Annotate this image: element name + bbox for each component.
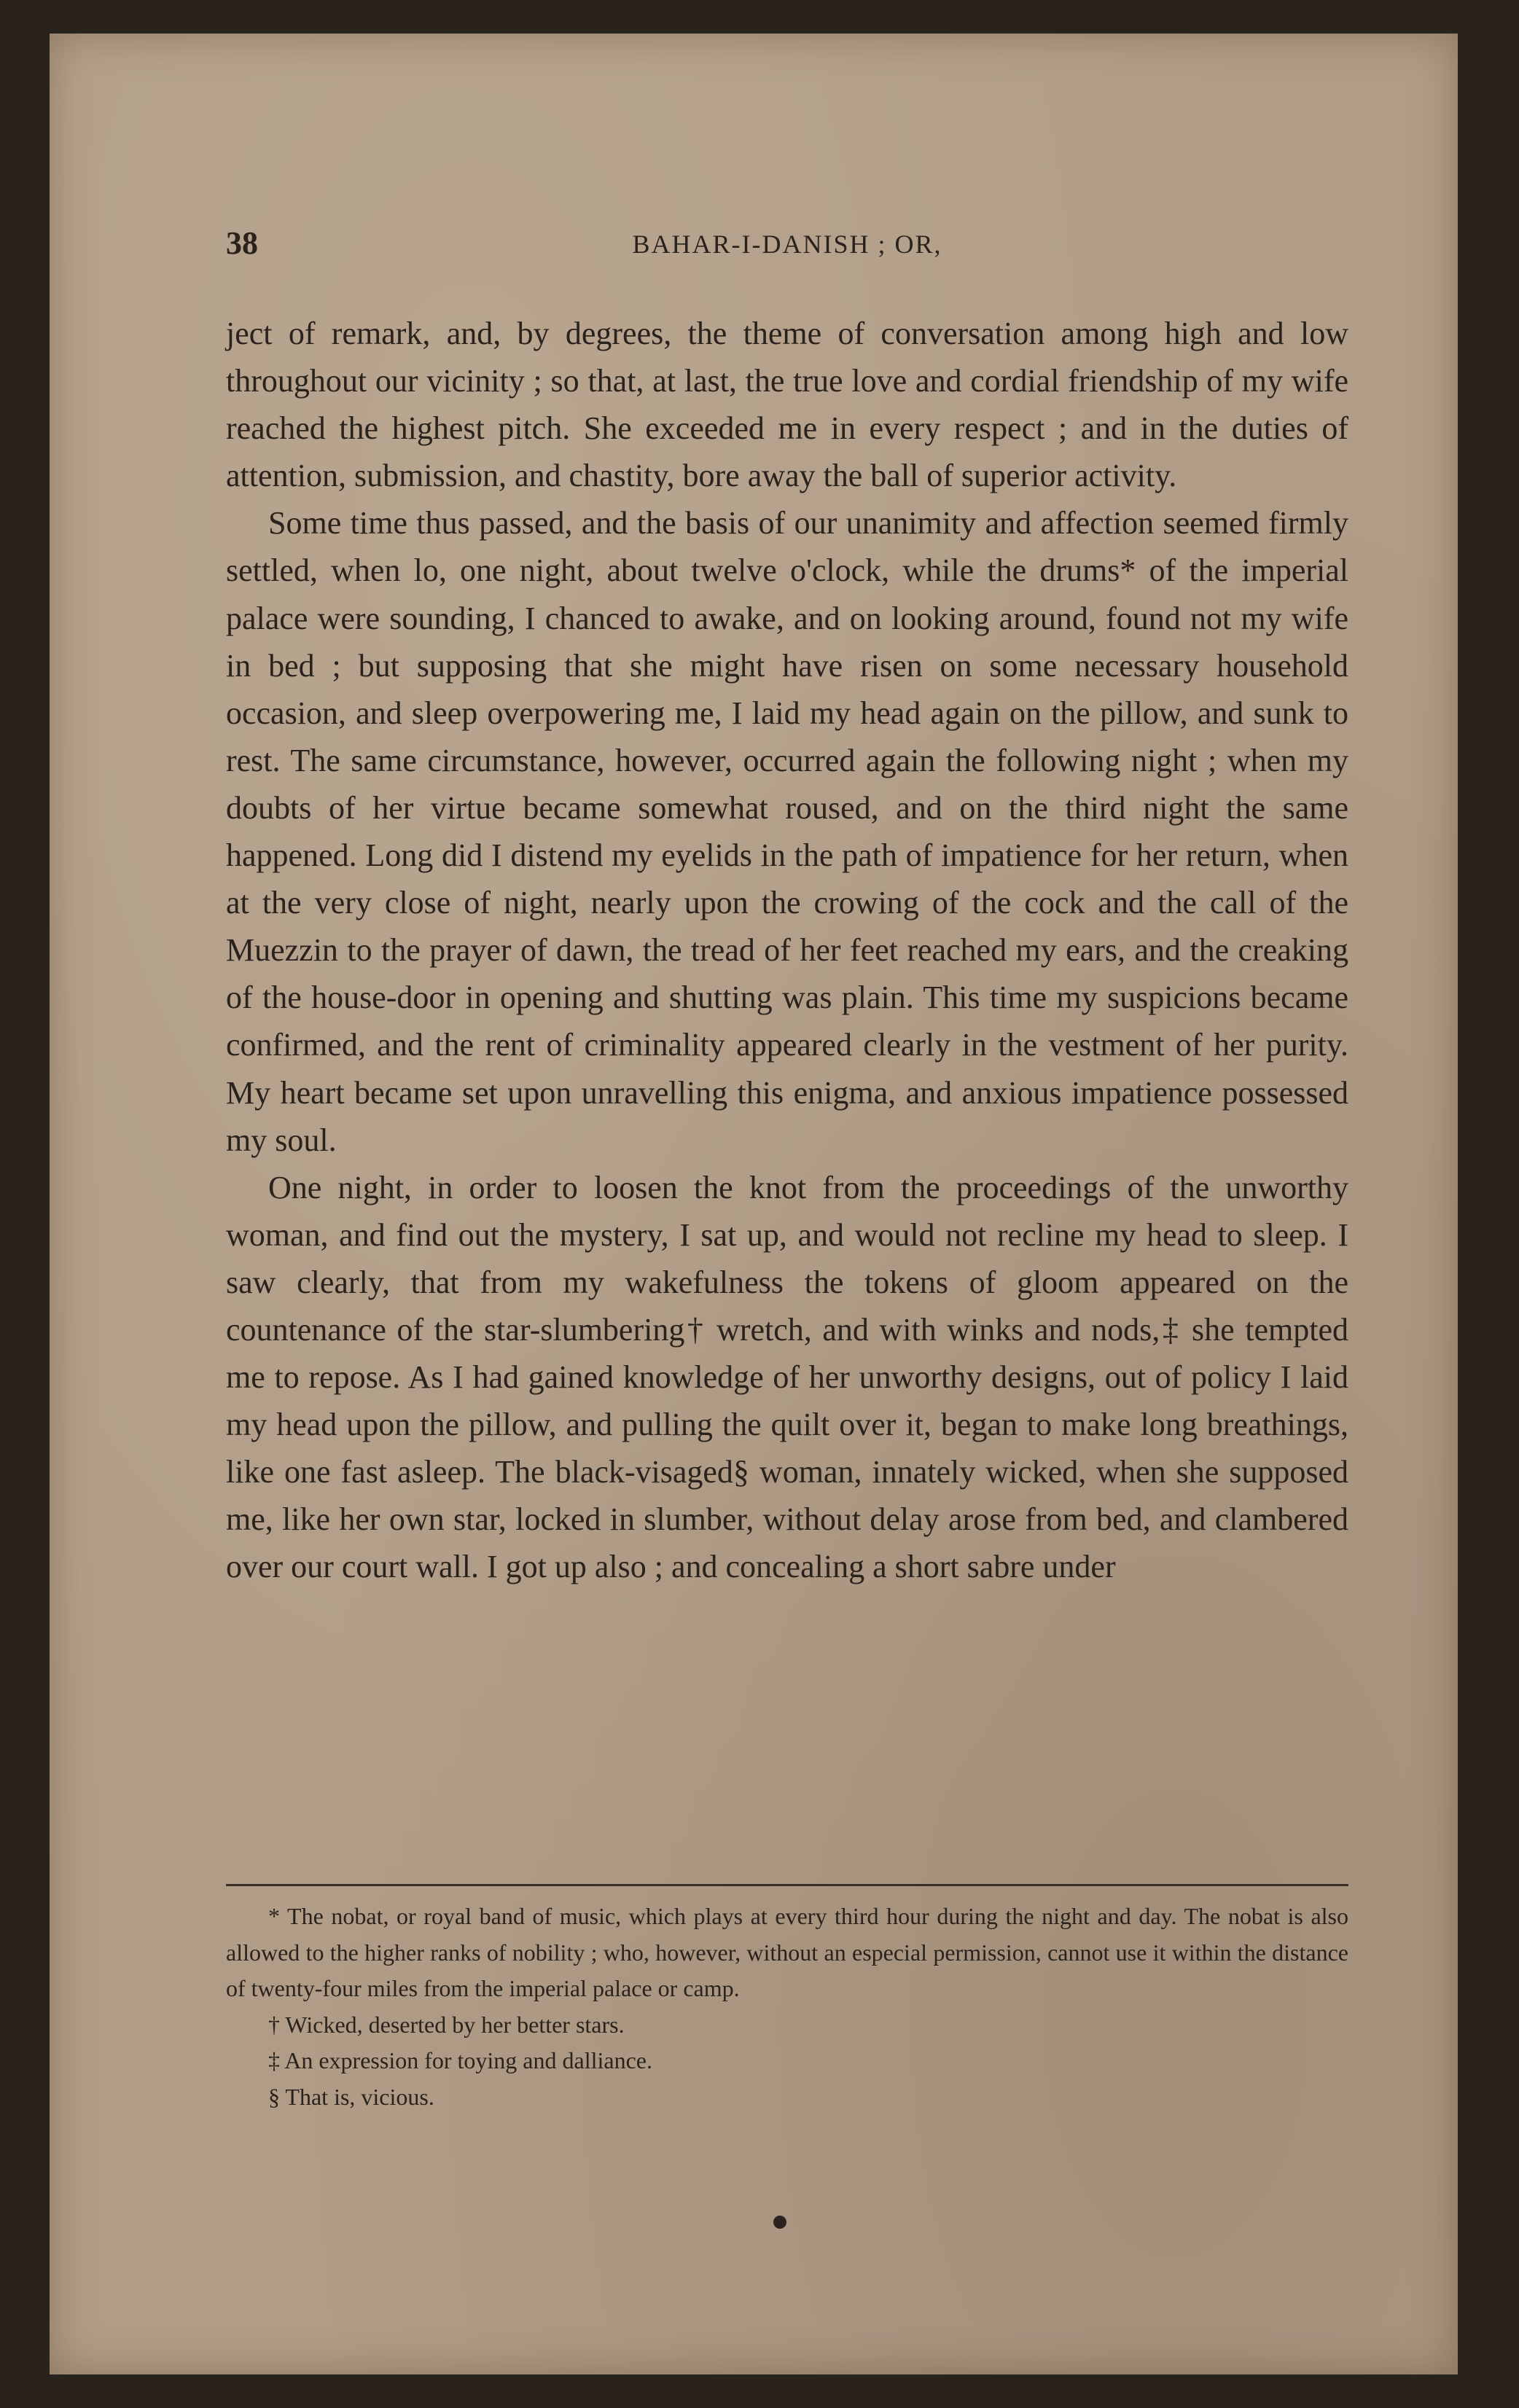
paragraph-3: One night, in order to loosen the knot from the proceedings of the unworthy woman, and find out the mystery, I sat up, and would not recline my head to sleep. I saw clearly, that from my wakefulness the tokens of gloom appeared on the countenance of the star-slumbering† wretch, and with winks and nods,‡ she tempted me to repose. As I had gained knowledge of her unworthy designs, out of policy I laid my head upon the pillow, and pulling the quilt over it, began to make long breathings, like one fast asleep. The black-visaged§ woman, innately wicked, when she supposed me, like her own star, locked in slumber, without delay arose from bed, and clambered over our court wall. I got up also ; and concealing a short sabre under bbox=[226, 1169, 1348, 1585]
page-header bbox=[226, 224, 1348, 268]
footnote-dagger: † Wicked, deserted by her better stars. bbox=[268, 2011, 625, 2038]
footnote-rule bbox=[226, 1884, 1348, 1886]
ink-dot bbox=[773, 2216, 786, 2229]
footnote-double-dagger: ‡ An expression for toying and dalliance. bbox=[268, 2047, 652, 2073]
body-text bbox=[226, 310, 1348, 1591]
paragraph-2: Some time thus passed, and the basis of our unanimity and affection seemed firmly settled, when lo, one night, about twelve o'clock, while the drums* of the imperial palace were sounding, I chanced to awake, and on looking around, found not my wife in bed ; but supposing that she might have risen on some necessary household occasion, and sleep overpowering me, I laid my head again on the pillow, and sunk to rest. The same circumstance, however, occurred again the following night ; when my doubts of her virtue became somewhat roused, and on the third night the same happened. Long did I distend my eyelids in the path of impatience for her return, when at the very close of night, nearly upon the crowing of the cock and the call of the Muezzin to the prayer of dawn, the tread of her feet reached my ears, and the creaking of the house-door in opening and shutting was plain. This time my suspicions became confirmed, and the rent of criminality appeared clearly in the vestment of her purity. My heart became set upon unravelling this enigma, and anxious impatience possessed my soul. bbox=[226, 505, 1348, 1158]
footnotes bbox=[226, 1899, 1348, 2115]
paragraph-1: ject of remark, and, by degrees, the theme of conversation among high and low throughout our vicinity ; so that, at last, the true love and cordial friendship of my wife reached the highest pitch. She exceeded me in every respect ; and in the duties of attention, submission, and chastity, bore away the ball of superior activity. bbox=[226, 316, 1348, 494]
page-number: 38 bbox=[226, 225, 258, 261]
running-head: BAHAR-I-DANISH ; OR, bbox=[632, 230, 942, 259]
footnote-asterisk: * The nobat, or royal band of music, which plays at every third hour during the night and day. The nobat is also allowed to the higher ranks of nobility ; who, however, without an especial permission, cannot use it within the distance of twenty-four miles from the imperial palace or camp. bbox=[226, 1903, 1348, 2001]
footnote-section: § That is, vicious. bbox=[268, 2083, 434, 2110]
